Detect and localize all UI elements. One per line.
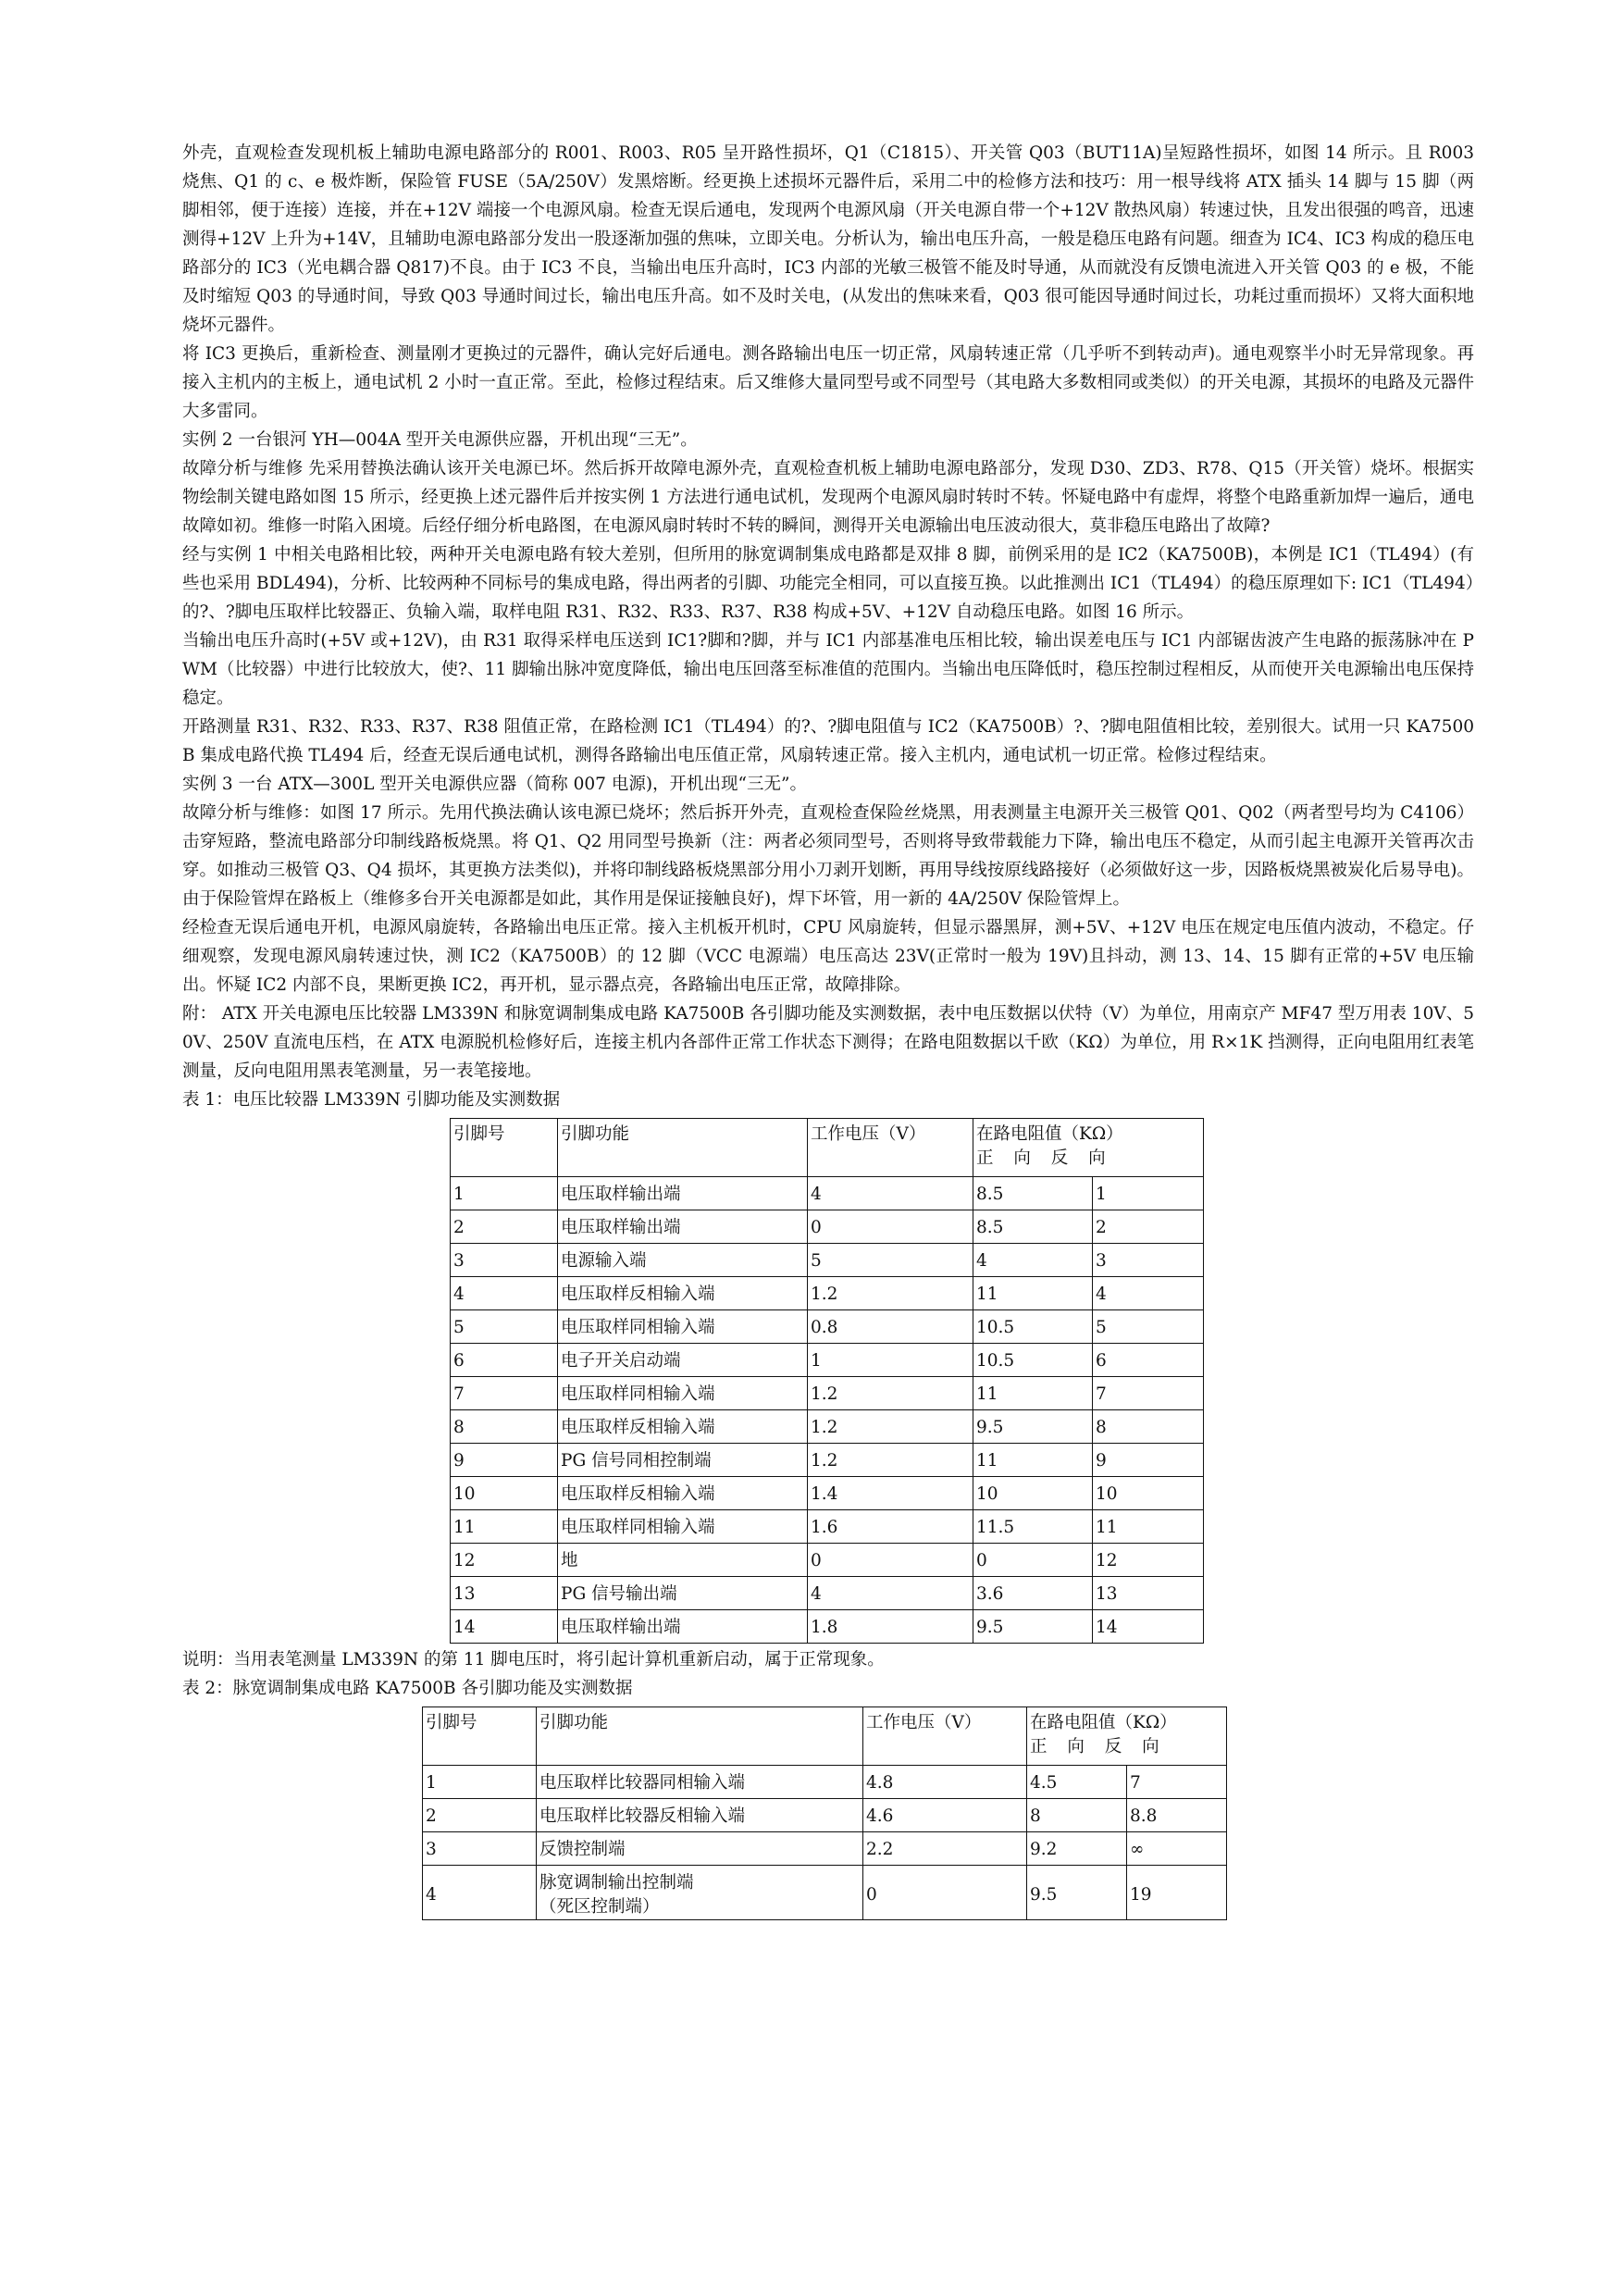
table1-row [451, 1410, 1204, 1444]
table1-row [451, 1477, 1204, 1510]
table1-cell-function: 地 [558, 1544, 808, 1577]
table1-cell-reverse-resistance: 9 [1093, 1444, 1204, 1477]
table1-row [451, 1277, 1204, 1310]
table1-cell-reverse-resistance: 10 [1093, 1477, 1204, 1510]
table2-header-resistance [1027, 1707, 1227, 1766]
table1-cell-pin: 14 [451, 1610, 558, 1644]
table2-header-pin: 引脚号 [423, 1707, 537, 1766]
table1 [450, 1118, 1204, 1644]
paragraph-9: 故障分析与维修：如图 17 所示。先用代换法确认该电源已烧坏；然后拆开外壳，直观检查保险丝烧黑，用表测量主电源开关三极管 Q01、Q02（两者型号均为 C4106）击穿短路，整流电路部分印制线路板烧黑。将 Q1、Q2 用同型号换新（注：两者必须同型号，否则将导致带载能力下降，输出电压不稳定，从而引起主电源开关管再次击穿。如推动三极管 Q3、Q4 损坏，其更换方法类似)，并将印制线路板烧黑部分用小刀剥开划断，再用导线按原线路接好（必须做好这一步，因路板烧黑被炭化后易导电)。由于保险管焊在路板上（维修多台开关电源都是如此，其作用是保证接触良好)，焊下坏管，用一新的 4A/250V 保险管焊上。 [182, 803, 1474, 909]
table1-cell-voltage: 1.4 [808, 1477, 973, 1510]
table2-header-resistance-label: 在路电阻值（KΩ） [1030, 1713, 1177, 1732]
table1-cell-reverse-resistance: 12 [1093, 1544, 1204, 1577]
table1-cell-voltage: 4 [808, 1177, 973, 1210]
table2-header-voltage: 工作电压（V） [863, 1707, 1027, 1766]
table1-cell-reverse-resistance: 8 [1093, 1410, 1204, 1444]
table1-cell-function: PG 信号输出端 [558, 1577, 808, 1610]
table1-header-voltage: 工作电压（V） [808, 1119, 973, 1177]
table1-cell-forward-resistance: 10.5 [973, 1310, 1093, 1344]
table1-cell-reverse-resistance: 13 [1093, 1577, 1204, 1610]
table1-row [451, 1444, 1204, 1477]
table1-cell-function: 电子开关启动端 [558, 1344, 808, 1377]
table1-cell-pin: 7 [451, 1377, 558, 1410]
table1-header-resistance-label: 在路电阻值（KΩ） [976, 1124, 1123, 1144]
table1-cell-function: 电压取样同相输入端 [558, 1510, 808, 1544]
table1-cell-forward-resistance: 9.5 [973, 1610, 1093, 1644]
table1-cell-reverse-resistance: 6 [1093, 1344, 1204, 1377]
table2-cell-reverse-resistance: 8.8 [1127, 1799, 1227, 1832]
table1-cell-reverse-resistance: 5 [1093, 1310, 1204, 1344]
table1-row [451, 1610, 1204, 1644]
table1-cell-forward-resistance: 10 [973, 1477, 1093, 1510]
table1-row [451, 1210, 1204, 1244]
table1-header-pin: 引脚号 [451, 1119, 558, 1177]
table1-row [451, 1544, 1204, 1577]
table1-cell-forward-resistance: 8.5 [973, 1210, 1093, 1244]
paragraph-4: 故障分析与维修 先采用替换法确认该开关电源已坏。然后拆开故障电源外壳，直观检查机板上辅助电源电路部分，发现 D30、ZD3、R78、Q15（开关管）烧坏。根据实物绘制关键电路如图 15 所示，经更换上述元器件后并按实例 1 方法进行通电试机，发现两个电源风扇时转时不转。怀疑电路中有虚焊，将整个电路重新加焊一遍后，通电故障如初。维修一时陷入困境。后经仔细分析电路图，在电源风扇时转时不转的瞬间，测得开关电源输出电压波动很大，莫非稳压电路出了故障? [182, 459, 1474, 536]
table1-cell-reverse-resistance: 14 [1093, 1610, 1204, 1644]
table1-cell-voltage: 0 [808, 1544, 973, 1577]
table1-cell-pin: 12 [451, 1544, 558, 1577]
table2 [422, 1706, 1227, 1920]
table1-cell-pin: 8 [451, 1410, 558, 1444]
table1-cell-voltage: 1.8 [808, 1610, 973, 1644]
table1-cell-function: 电压取样输出端 [558, 1210, 808, 1244]
table2-cell-pin: 4 [423, 1866, 537, 1920]
table1-cell-reverse-resistance: 4 [1093, 1277, 1204, 1310]
table1-cell-function: 电压取样输出端 [558, 1177, 808, 1210]
paragraph-6: 当输出电压升高时(+5V 或+12V)，由 R31 取得采样电压送到 IC1?脚和?脚，并与 IC1 内部基准电压相比较，输出误差电压与 IC1 内部锯齿波产生电路的振荡脉冲在 PWM（比较器）中进行比较放大，使?、11 脚输出脉冲宽度降低，输出电压回落至标准值的范围内。当输出电压降低时，稳压控制过程相反，从而使开关电源输出电压保持稳定。 [182, 631, 1474, 708]
table1-cell-pin: 1 [451, 1177, 558, 1210]
table1-cell-voltage: 1.6 [808, 1510, 973, 1544]
table1-cell-pin: 2 [451, 1210, 558, 1244]
table1-cell-pin: 10 [451, 1477, 558, 1510]
table1-cell-voltage: 1.2 [808, 1410, 973, 1444]
table2-cell-voltage: 4.8 [863, 1766, 1027, 1799]
table1-header-direction: 正 向 反 向 [976, 1148, 1113, 1168]
table1-cell-voltage: 4 [808, 1577, 973, 1610]
table1-cell-forward-resistance: 11 [973, 1444, 1093, 1477]
table2-row [423, 1832, 1227, 1866]
table2-caption: 表 2：脉宽调制集成电路 KA7500B 各引脚功能及实测数据 [182, 1679, 633, 1698]
paragraph-8: 实例 3 一台 ATX—300L 型开关电源供应器（简称 007 电源)，开机出现“三无”。 [182, 775, 807, 794]
table1-header-row [451, 1119, 1204, 1177]
table2-cell-forward-resistance: 9.2 [1027, 1832, 1127, 1866]
table2-row [423, 1766, 1227, 1799]
table1-cell-forward-resistance: 11 [973, 1277, 1093, 1310]
table1-cell-voltage: 5 [808, 1244, 973, 1277]
table1-cell-reverse-resistance: 7 [1093, 1377, 1204, 1410]
table1-cell-voltage: 0 [808, 1210, 973, 1244]
table1-cell-reverse-resistance: 1 [1093, 1177, 1204, 1210]
table1-cell-function: 电压取样同相输入端 [558, 1310, 808, 1344]
document-page [182, 139, 1474, 1920]
table2-function-main: 脉宽调制输出控制端 [539, 1873, 694, 1893]
table1-row [451, 1344, 1204, 1377]
table1-cell-function: PG 信号同相控制端 [558, 1444, 808, 1477]
table1-cell-pin: 11 [451, 1510, 558, 1544]
paragraph-1: 外壳，直观检查发现机板上辅助电源电路部分的 R001、R003、R05 呈开路性损坏，Q1（C1815）、开关管 Q03（BUT11A)呈短路性损坏，如图 14 所示。且 R003 烧焦、Q1 的 c、e 极炸断，保险管 FUSE（5A/250V）发黑熔断。经更换上述损坏元器件后，采用二中的检修方法和技巧：用一根导线将 ATX 插头 14 脚与 15 脚（两脚相邻，便于连接）连接，并在+12V 端接一个电源风扇。检查无误后通电，发现两个电源风扇（开关电源自带一个+12V 散热风扇）转速过快，且发出很强的鸣音，迅速测得+12V 上升为+14V，且辅助电源电路部分发出一股逐渐加强的焦味，立即关电。分析认为，输出电压升高，一般是稳压电路有问题。细查为 IC4、IC3 构成的稳压电路部分的 IC3（光电耦合器 Q817)不良。由于 IC3 不良，当输出电压升高时，IC3 内部的光敏三极管不能及时导通，从而就没有反馈电流进入开关管 Q03 的 e 极，不能及时缩短 Q03 的导通时间，导致 Q03 导通时间过长，输出电压升高。如不及时关电，(从发出的焦味来看，Q03 很可能因导通时间过长，功耗过重而损坏）又将大面积地烧坏元器件。 [182, 143, 1474, 335]
paragraph-10: 经检查无误后通电开机，电源风扇旋转，各路输出电压正常。接入主机板开机时，CPU 风扇旋转，但显示器黑屏，测+5V、+12V 电压在规定电压值内波动，不稳定。仔细观察，发现电源风扇转速过快，测 IC2（KA7500B）的 12 脚（VCC 电源端）电压高达 23V(正常时一般为 19V)且抖动，测 13、14、15 脚有正常的+5V 电压输出。怀疑 IC2 内部不良，果断更换 IC2，再开机，显示器点亮，各路输出电压正常，故障排除。 [182, 918, 1474, 995]
table1-row [451, 1310, 1204, 1344]
table-note: 说明：当用表笔测量 LM339N 的第 11 脚电压时，将引起计算机重新启动，属于正常现象。 [182, 1650, 885, 1669]
table2-row [423, 1799, 1227, 1832]
table1-cell-voltage: 1.2 [808, 1377, 973, 1410]
table2-cell-forward-resistance: 4.5 [1027, 1766, 1127, 1799]
table1-row [451, 1510, 1204, 1544]
table2-row [423, 1866, 1227, 1920]
table1-cell-reverse-resistance: 11 [1093, 1510, 1204, 1544]
paragraph-7: 开路测量 R31、R32、R33、R37、R38 阻值正常，在路检测 IC1（TL494）的?、?脚电阻值与 IC2（KA7500B）?、?脚电阻值相比较，差别很大。试用一只 KA7500B 集成电路代换 TL494 后，经查无误后通电试机，测得各路输出电压值正常，风扇转速正常。接入主机内，通电试机一切正常。检修过程结束。 [182, 717, 1474, 765]
table2-cell-reverse-resistance: ∞ [1127, 1832, 1227, 1866]
paragraph-3: 实例 2 一台银河 YH—004A 型开关电源供应器，开机出现“三无”。 [182, 430, 698, 450]
table1-cell-pin: 5 [451, 1310, 558, 1344]
table2-cell-pin: 3 [423, 1832, 537, 1866]
table1-cell-pin: 6 [451, 1344, 558, 1377]
table1-cell-pin: 3 [451, 1244, 558, 1277]
table1-row [451, 1177, 1204, 1210]
table2-cell-pin: 2 [423, 1799, 537, 1832]
table2-cell-voltage: 2.2 [863, 1832, 1027, 1866]
table1-cell-function: 电源输入端 [558, 1244, 808, 1277]
table1-cell-reverse-resistance: 3 [1093, 1244, 1204, 1277]
table1-cell-forward-resistance: 3.6 [973, 1577, 1093, 1610]
table2-header-function: 引脚功能 [537, 1707, 863, 1766]
table1-cell-function: 电压取样反相输入端 [558, 1410, 808, 1444]
table2-cell-reverse-resistance: 19 [1127, 1866, 1227, 1920]
table1-cell-forward-resistance: 4 [973, 1244, 1093, 1277]
table1-cell-pin: 9 [451, 1444, 558, 1477]
table1-cell-forward-resistance: 0 [973, 1544, 1093, 1577]
paragraph-11: 附： ATX 开关电源电压比较器 LM339N 和脉宽调制集成电路 KA7500B 各引脚功能及实测数据，表中电压数据以伏特（V）为单位，用南京产 MF47 型万用表 10V、50V、250V 直流电压档，在 ATX 电源脱机检修好后，连接主机内各部件正常工作状态下测得；在路电阻数据以千欧（KΩ）为单位，用 R×1K 挡测得，正向电阻用红表笔测量，反向电阻用黑表笔测量，另一表笔接地。 [182, 1004, 1474, 1081]
table2-cell-voltage: 4.6 [863, 1799, 1027, 1832]
table1-header-function: 引脚功能 [558, 1119, 808, 1177]
table1-cell-function: 电压取样反相输入端 [558, 1477, 808, 1510]
table1-cell-forward-resistance: 8.5 [973, 1177, 1093, 1210]
table1-cell-pin: 4 [451, 1277, 558, 1310]
table1-cell-voltage: 1.2 [808, 1277, 973, 1310]
table1-cell-forward-resistance: 11.5 [973, 1510, 1093, 1544]
table1-cell-reverse-resistance: 2 [1093, 1210, 1204, 1244]
paragraph-2: 将 IC3 更换后，重新检查、测量刚才更换过的元器件，确认完好后通电。测各路输出电压一切正常，风扇转速正常（几乎听不到转动声)。通电观察半小时无异常现象。再接入主机内的主板上，通电试机 2 小时一直正常。至此，检修过程结束。后又维修大量同型号或不同型号（其电路大多数相同或类似）的开关电源，其损坏的电路及元器件大多雷同。 [182, 344, 1474, 421]
table1-row [451, 1577, 1204, 1610]
table1-header-resistance [973, 1119, 1204, 1177]
table2-cell-voltage: 0 [863, 1866, 1027, 1920]
table1-cell-forward-resistance: 10.5 [973, 1344, 1093, 1377]
table1-cell-function: 电压取样反相输入端 [558, 1277, 808, 1310]
table2-function-sub: （死区控制端） [539, 1897, 660, 1917]
table1-cell-forward-resistance: 9.5 [973, 1410, 1093, 1444]
table2-cell-function: 电压取样比较器反相输入端 [537, 1799, 863, 1832]
table2-header-direction: 正 向 反 向 [1030, 1737, 1167, 1756]
table2-cell-function: 电压取样比较器同相输入端 [537, 1766, 863, 1799]
table1-row [451, 1377, 1204, 1410]
table2-cell-function: 反馈控制端 [537, 1832, 863, 1866]
table1-cell-function: 电压取样同相输入端 [558, 1377, 808, 1410]
table2-cell-reverse-resistance: 7 [1127, 1766, 1227, 1799]
table1-cell-pin: 13 [451, 1577, 558, 1610]
table1-caption: 表 1：电压比较器 LM339N 引脚功能及实测数据 [182, 1090, 561, 1110]
paragraph-5: 经与实例 1 中相关电路相比较，两种开关电源电路有较大差别，但所用的脉宽调制集成电路都是双排 8 脚，前例采用的是 IC2（KA7500B)，本例是 IC1（TL494）(有些也采用 BDL494)，分析、比较两种不同标号的集成电路，得出两者的引脚、功能完全相同，可以直接互换。以此推测出 IC1（TL494）的稳压原理如下: IC1（TL494）的?、?脚电压取样比较器正、负输入端，取样电阻 R31、R32、R33、R37、R38 构成+5V、+12V 自动稳压电路。如图 16 所示。 [182, 545, 1474, 622]
table1-cell-voltage: 1 [808, 1344, 973, 1377]
table1-cell-function: 电压取样输出端 [558, 1610, 808, 1644]
table1-cell-voltage: 1.2 [808, 1444, 973, 1477]
table2-cell-forward-resistance: 9.5 [1027, 1866, 1127, 1920]
table2-header-row [423, 1707, 1227, 1766]
table2-cell-pin: 1 [423, 1766, 537, 1799]
table2-cell-forward-resistance: 8 [1027, 1799, 1127, 1832]
table2-cell-function [537, 1866, 863, 1920]
table1-row [451, 1244, 1204, 1277]
table1-cell-voltage: 0.8 [808, 1310, 973, 1344]
table1-cell-forward-resistance: 11 [973, 1377, 1093, 1410]
